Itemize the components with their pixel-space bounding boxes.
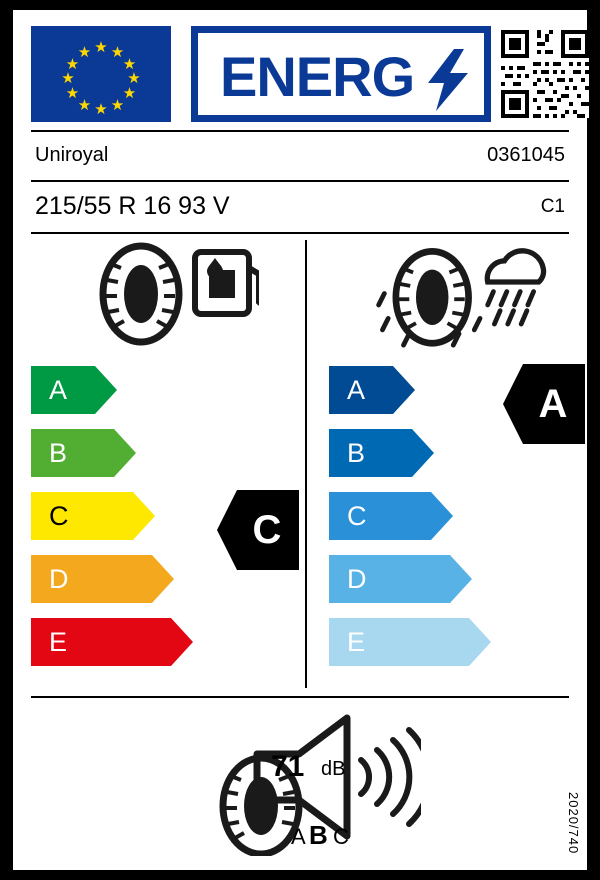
regulation-reference: 2020/740 [566, 791, 581, 854]
wet-grade-letter: A [347, 375, 366, 405]
noise-unit: dB [321, 758, 346, 780]
fuel-result-badge [217, 490, 299, 570]
fuel-pump-icon [195, 252, 259, 314]
fuel-grade-letter: B [49, 438, 68, 468]
brand-name: Uniroyal [35, 144, 109, 166]
wet-grip-panel [313, 238, 585, 688]
fuel-efficiency-panel [31, 238, 301, 688]
tyre-wet-icon [379, 251, 480, 345]
noise-value: 71 [271, 750, 305, 783]
tyre-class: C1 [540, 196, 565, 217]
wet-grip-pictogram [359, 238, 559, 348]
panel-divider [305, 240, 307, 688]
noise-class-b [309, 820, 328, 851]
fuel-grade-letter: C [49, 501, 69, 531]
rain-cloud-icon [487, 251, 543, 324]
noise-class-c: C [333, 824, 349, 849]
wet-grade-letter: D [347, 564, 367, 594]
divider-brand [31, 180, 569, 182]
wet-grip-result-badge [503, 364, 585, 444]
fuel-result-letter: C [252, 508, 282, 552]
qr-code-icon [501, 30, 589, 118]
fuel-grade-letter: E [49, 627, 68, 657]
wet-grade-letter: E [347, 627, 366, 657]
label-header [31, 26, 569, 122]
noise-panel [31, 702, 569, 852]
tyre-icon [103, 246, 179, 342]
divider-size [31, 232, 569, 234]
energy-label-card [13, 10, 587, 870]
noise-class-b-letter: B [309, 820, 328, 850]
energy-wordmark-box [191, 26, 491, 122]
divider-noise [31, 696, 569, 698]
fuel-grade-letter: A [49, 375, 68, 405]
fuel-grade-letter: D [49, 564, 69, 594]
lightning-bolt-icon [426, 49, 470, 111]
wet-grade-letter: B [347, 438, 366, 468]
eu-flag-icon: ★ ★ ★ ★ ★ ★ ★ ★ ★ ★ ★ ★ [31, 26, 171, 122]
wet-grip-result-letter: A [538, 382, 568, 426]
energy-wordmark: ENERG [220, 45, 415, 108]
tyre-size: 215/55 R 16 93 V [35, 192, 230, 220]
fuel-pictogram [89, 238, 259, 348]
divider-top [31, 130, 569, 132]
sound-waves-icon [361, 730, 421, 824]
product-code: 0361045 [487, 144, 565, 166]
noise-class-a: A [291, 824, 306, 849]
wet-grade-letter: C [347, 501, 367, 531]
